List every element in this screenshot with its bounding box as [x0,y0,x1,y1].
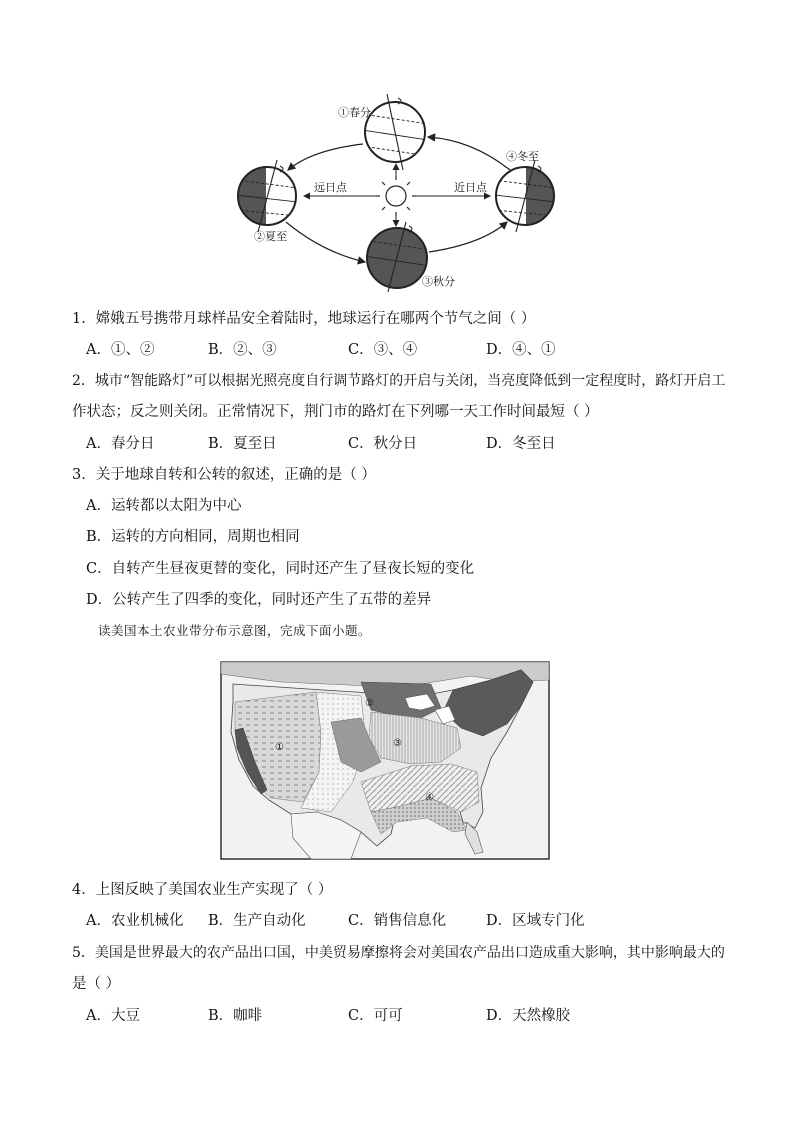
q5-option-a[interactable]: A．大豆 [86,1008,140,1024]
question-2-stem-line1: 2．城市“智能路灯”可以根据光照亮度自行调节路灯的开启与关闭，当亮度降低到一定程度时，路灯开启工 [72,373,726,389]
earth-winter-solstice [494,160,560,232]
orbit-arc [288,144,363,170]
earth-summer-solstice [232,160,298,232]
q3-option-c[interactable]: C．自转产生昼夜更替的变化，同时还产生了昼夜长短的变化 [86,561,475,577]
q3-option-d[interactable]: D．公转产生了四季的变化，同时还产生了五带的差异 [86,592,432,608]
orbit-arc [286,222,365,262]
sun-icon [304,164,490,226]
question-4-stem: 4．上图反映了美国农业生产实现了（ ） [72,882,333,898]
map-label-2: ② [365,698,374,709]
question-1-stem: 1．嫦娥五号携带月球样品安全着陆时，地球运行在哪两个节气之间（ ） [72,311,536,327]
label-winter: ④冬至 [506,150,539,163]
q1-option-d[interactable]: D．④、① [486,342,556,358]
label-aphelion: 远日点 [314,181,347,194]
q2-option-b[interactable]: B．夏至日 [208,436,277,452]
q4-option-c[interactable]: C．销售信息化 [348,913,447,929]
label-perihelion: 近日点 [454,181,487,194]
question-3-stem: 3．关于地球自转和公转的叙述，正确的是（ ） [72,467,376,483]
q1-option-c[interactable]: C．③、④ [348,342,418,358]
q1-option-b[interactable]: B．②、③ [208,342,277,358]
q1-option-a[interactable]: A．①、② [86,342,155,358]
q4-option-a[interactable]: A．农业机械化 [86,913,184,929]
earth-autumn-equinox [364,222,430,292]
q2-option-d[interactable]: D．冬至日 [486,436,556,452]
q5-option-b[interactable]: B．咖啡 [208,1008,263,1024]
label-autumn: ③秋分 [422,275,455,288]
q5-option-c[interactable]: C．可可 [348,1008,403,1024]
label-spring: ①春分 [338,106,371,119]
label-summer: ②夏至 [254,230,287,243]
question-2-stem-line2: 作状态；反之则关闭。正常情况下，荆门市的路灯在下列哪一天工作时间最短（ ） [72,404,599,420]
orbit-arc [428,137,510,170]
map-label-4: ④ [425,792,434,803]
map-label-3: ③ [393,738,402,749]
q5-option-d[interactable]: D．天然橡胶 [486,1008,571,1024]
q4-option-d[interactable]: D．区域专门化 [486,913,585,929]
us-agriculture-map [221,662,549,859]
q3-option-b[interactable]: B．运转的方向相同，周期也相同 [86,529,300,545]
map-intro-text: 读美国本土农业带分布示意图，完成下面小题。 [98,623,372,638]
question-5-stem-line2: 是（ ） [72,976,121,992]
q2-option-c[interactable]: C．秋分日 [348,436,418,452]
q2-option-a[interactable]: A．春分日 [86,436,155,452]
earth-spring-equinox [362,94,428,170]
earth-orbit-diagram [232,92,562,288]
q4-option-b[interactable]: B．生产自动化 [208,913,306,929]
question-5-stem-line1: 5．美国是世界最大的农产品出口国，中美贸易摩擦将会对美国农产品出口造成重大影响，其中影响最大的 [72,945,725,961]
map-label-1: ① [275,742,284,753]
q3-option-a[interactable]: A．运转都以太阳为中心 [86,498,242,514]
orbit-arc [429,222,507,252]
